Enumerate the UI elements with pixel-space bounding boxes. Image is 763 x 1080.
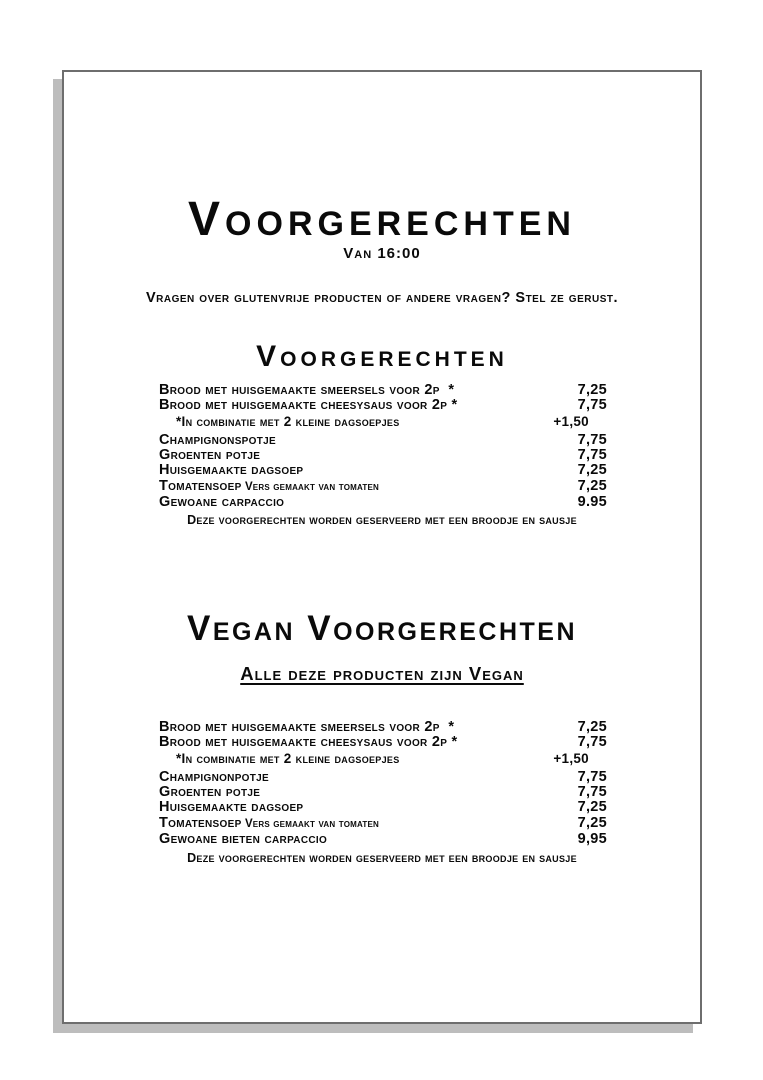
menu-item-row xyxy=(159,398,607,413)
opening-time-note: Van 16:00 xyxy=(343,245,421,262)
menu-item-row xyxy=(159,816,607,832)
menu-item-name: *In combinatie met 2 kleine dagsoepjes xyxy=(176,413,400,429)
menu-item-row xyxy=(159,448,607,463)
menu-subitem-row xyxy=(159,751,607,766)
menu-item-price: 7,25 xyxy=(577,719,607,735)
menu-item-price: 7,75 xyxy=(577,431,607,448)
menu-item-row xyxy=(159,770,607,785)
vegan-subheader xyxy=(64,665,700,684)
page-title: Voorgerechten xyxy=(188,193,576,246)
menu-item-price: 7,75 xyxy=(577,784,607,801)
menu-item-row xyxy=(159,785,607,800)
menu-item-detail: Vers gemaakt van tomaten xyxy=(241,480,379,493)
menu-item-row xyxy=(159,479,607,495)
menu-item-row xyxy=(159,433,607,448)
menu-items-voorgerechten xyxy=(159,383,607,510)
serving-note: Deze voorgerechten worden geserveerd met een broodje en sausje xyxy=(187,851,577,865)
serving-note: Deze voorgerechten worden geserveerd met een broodje en sausje xyxy=(187,513,577,527)
menu-page xyxy=(62,70,702,1024)
menu-item-name: Gewoane carpaccio xyxy=(159,494,285,511)
gluten-free-info-line: Vragen over glutenvrije producten of andere vragen? Stel ze gerust. xyxy=(145,290,618,306)
menu-item-name: Tomatensoep xyxy=(159,477,242,494)
menu-item-price: 7,75 xyxy=(577,734,607,751)
menu-item-name: *In combinatie met 2 kleine dagsoepjes xyxy=(176,750,400,766)
menu-item-name: Huisgemaakte dagsoep xyxy=(159,462,304,479)
menu-item-price: 7,75 xyxy=(577,768,607,785)
menu-item-name: Brood met huisgemaakte smeersels voor 2p * xyxy=(159,719,455,735)
menu-item-name: Tomatensoep xyxy=(159,814,242,831)
menu-items-vegan xyxy=(159,720,607,847)
menu-subitem-row xyxy=(159,414,607,429)
item-group xyxy=(159,383,607,429)
item-group xyxy=(159,433,607,510)
menu-item-name: Champignonpotje xyxy=(159,768,269,785)
menu-item-row xyxy=(159,735,607,750)
menu-item-price: 7,75 xyxy=(577,397,607,414)
menu-item-name-with-detail xyxy=(159,479,379,495)
menu-item-row xyxy=(159,495,607,510)
menu-item-row xyxy=(159,463,607,478)
menu-item-name-with-detail xyxy=(159,816,379,832)
menu-item-row xyxy=(159,832,607,847)
menu-item-price: 7,25 xyxy=(577,814,607,831)
menu-item-row xyxy=(159,800,607,815)
menu-item-detail: Vers gemaakt van tomaten xyxy=(241,817,379,830)
menu-item-name: Groenten potje xyxy=(159,447,261,464)
item-group xyxy=(159,720,607,766)
menu-item-price: +1,50 xyxy=(553,413,589,429)
menu-item-name: Champignonspotje xyxy=(159,431,276,448)
section-header-vegan-voorgerechten: Vegan Voorgerechten xyxy=(186,609,578,648)
vegan-subheader-text: Alle deze producten zijn Vegan xyxy=(240,663,524,684)
section-header-voorgerechten: Voorgerechten xyxy=(256,340,508,373)
menu-item-row xyxy=(159,720,607,735)
menu-item-name: Gewoane bieten carpaccio xyxy=(159,831,328,848)
menu-item-name: Groenten potje xyxy=(159,784,261,801)
menu-item-price: 7,25 xyxy=(577,799,607,816)
menu-item-price: 7,25 xyxy=(577,382,607,398)
item-group xyxy=(159,770,607,847)
menu-item-price: +1,50 xyxy=(553,750,589,766)
menu-item-name: Brood met huisgemaakte smeersels voor 2p * xyxy=(159,382,455,398)
menu-item-row xyxy=(159,383,607,398)
menu-item-price: 9,95 xyxy=(577,831,607,848)
menu-item-name: Brood met huisgemaakte cheesysaus voor 2p * xyxy=(159,397,458,414)
menu-item-name: Brood met huisgemaakte cheesysaus voor 2p * xyxy=(159,734,458,751)
menu-item-price: 7,25 xyxy=(577,462,607,479)
menu-item-price: 9.95 xyxy=(577,494,607,511)
menu-item-name: Huisgemaakte dagsoep xyxy=(159,799,304,816)
menu-item-price: 7,75 xyxy=(577,447,607,464)
menu-item-price: 7,25 xyxy=(577,477,607,494)
